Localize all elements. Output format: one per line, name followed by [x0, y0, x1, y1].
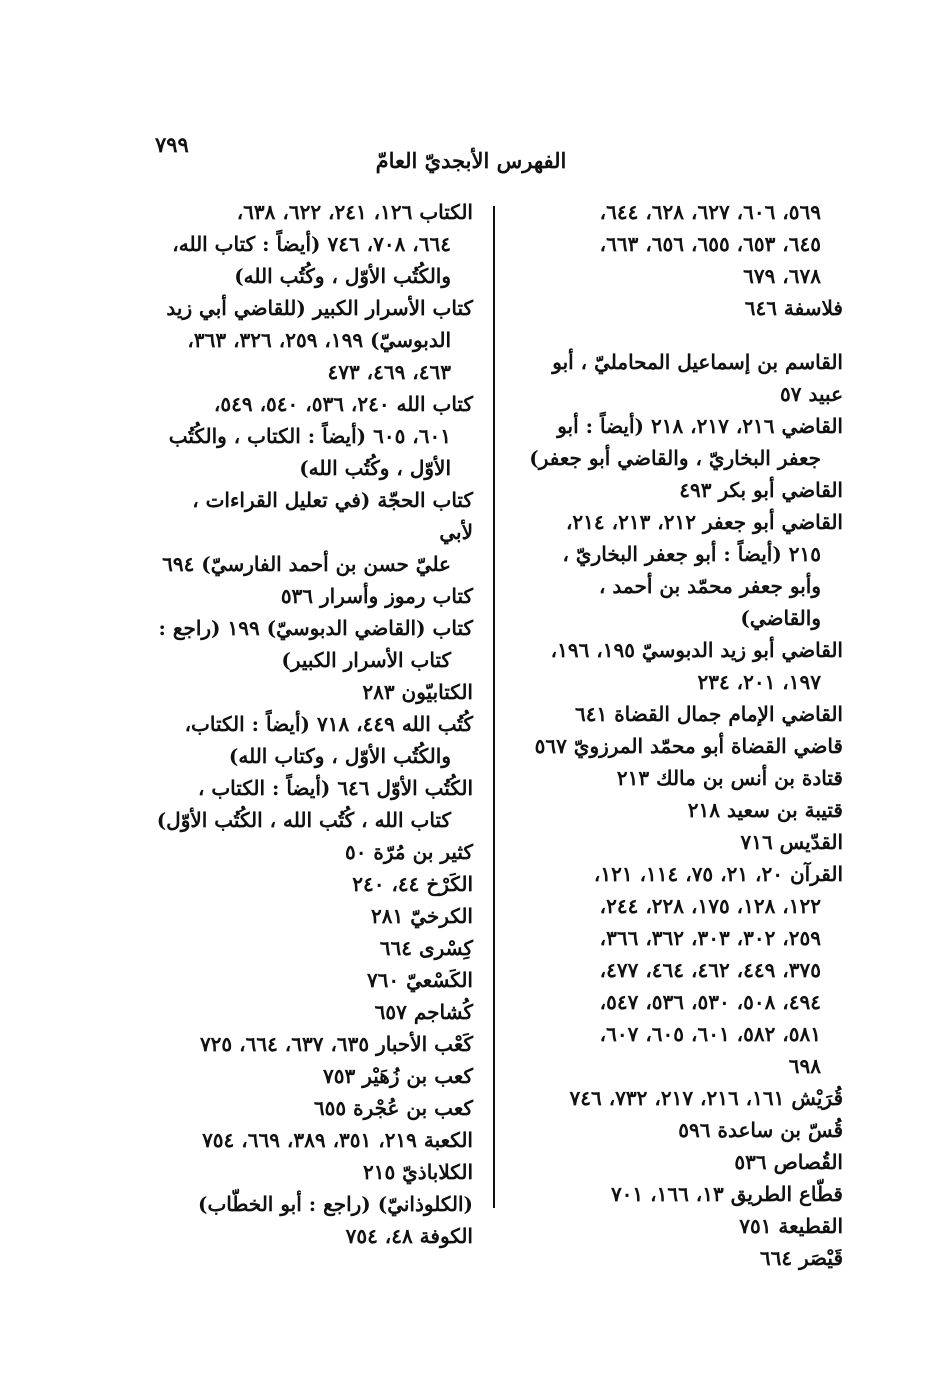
index-entry: قُرَيْش ١٦١، ٢١٦، ٢١٧، ٧٣٢، ٧٤٦ [569, 1086, 843, 1110]
index-entry-continuation: الدبوسيّ) ١٩٩، ٢٥٩، ٣٢٦، ٣٦٣، [187, 328, 451, 352]
index-entry: كِسْرى ٦٦٤ [379, 936, 473, 960]
index-entry-continuation: ٦٠١، ٦٠٥ (أيضاً : الكتاب ، والكُتُب [168, 424, 451, 448]
index-entry: كتاب (القاضي الدبوسيّ) ١٩٩ (راجع : [158, 616, 473, 640]
index-entry: (الكلوذانيّ) (راجع : أبو الخطّاب) [198, 1192, 473, 1216]
index-entry: القاضي الإمام جمال القضاة ٦٤١ [575, 702, 843, 726]
index-entry-continuation: ٦٦٤، ٧٠٨، ٧٤٦ (أيضاً : كتاب الله، [172, 232, 451, 256]
index-column-right [523, 196, 843, 1274]
index-entry-continuation: ٢٥٩، ٣٠٢، ٣٠٣، ٣٦٢، ٣٦٦، [599, 926, 821, 950]
index-entry: كتاب رموز وأسرار ٥٣٦ [280, 584, 473, 608]
index-entry-continuation: والكُتُب الأوّل ، وكتاب الله) [228, 744, 451, 768]
index-entry-continuation: ٥٦٩، ٦٠٦، ٦٢٧، ٦٢٨، ٦٤٤، [599, 200, 821, 224]
index-entry-continuation: ١٩٧، ٢٠١، ٢٣٤ [697, 670, 821, 694]
index-entry: كعب بن عُجْرة ٦٥٥ [313, 1096, 473, 1120]
index-entry: كثير بن مُرّة ٥٠ [344, 840, 473, 864]
index-entry: الكرخيّ ٢٨١ [371, 904, 473, 928]
index-entry: كُتُب الله ٤٤٩، ٧١٨ (أيضاً : الكتاب، [184, 712, 473, 736]
index-entry: القدّيس ٧١٦ [740, 830, 843, 854]
index-entry-continuation: كتاب الأسرار الكبير) [281, 648, 451, 672]
index-entry: القاسم بن إسماعيل المحامليّ ، أبو عبيد ٥٧ [552, 350, 843, 406]
index-entry-continuation: ١٢٢، ١٢٨، ١٧٥، ٢٢٨، ٢٤٤، [599, 894, 821, 918]
index-entry-continuation: والكُتُب الأوّل ، وكُتُب الله) [234, 264, 451, 288]
index-entry-continuation: ٢١٥ (أيضاً : أبو جعفر البخاريّ ، [562, 542, 821, 566]
index-entry-continuation: كتاب الله ، كُتُب الله ، الكُتُب الأوّل) [156, 808, 451, 832]
index-entry: قَيْصَر ٦٦٤ [759, 1246, 843, 1270]
index-entry-continuation: ٦٩٨ [788, 1054, 821, 1078]
index-entry: الكلاباذيّ ٢١٥ [362, 1160, 473, 1184]
index-entry: كتاب الأسرار الكبير (للقاضي أبي زيد [166, 296, 473, 320]
index-entry: الكَرْخ ٤٤، ٢٤٠ [352, 872, 473, 896]
index-entry: الكُتُب الأوّل ٦٤٦ (أيضاً : الكتاب ، [197, 776, 473, 800]
index-entry: كعب بن زُهَيْر ٧٥٣ [323, 1064, 473, 1088]
index-entry: القاضي أبو زيد الدبوسيّ ١٩٥، ١٩٦، [550, 638, 843, 662]
index-entry: القاضي أبو جعفر ٢١٢، ٢١٣، ٢١٤، [565, 510, 843, 534]
index-entry-continuation: جعفر البخاريّ ، والقاضي أبو جعفر) [529, 446, 821, 470]
index-entry-continuation: ٥٨١، ٥٨٢، ٦٠١، ٦٠٥، ٦٠٧، [599, 1022, 821, 1046]
index-entry: الكتابيّون ٢٨٣ [362, 680, 473, 704]
index-entry: قُسّ بن ساعدة ٥٩٦ [678, 1118, 843, 1142]
index-entry-continuation: ٣٧٥، ٤٤٩، ٤٦٢، ٤٦٤، ٤٧٧، [599, 958, 821, 982]
index-entry: الكوفة ٤٨، ٧٥٤ [345, 1224, 473, 1248]
index-entry-continuation: ٤٩٤، ٥٠٨، ٥٣٠، ٥٣٦، ٥٤٧، [599, 990, 821, 1014]
page-number: ٧٩٩ [155, 132, 189, 157]
index-entry: فلاسفة ٦٤٦ [744, 296, 843, 320]
index-entry: الكعبة ٢١٩، ٣٥١، ٣٨٩، ٦٦٩، ٧٥٤ [202, 1128, 473, 1152]
index-entry: الكتاب ١٢٦، ٢٤١، ٦٢٢، ٦٣٨، [236, 200, 473, 224]
running-title: الفهرس الأبجديّ العامّ [375, 148, 567, 173]
index-entry: قطّاع الطريق ١٣، ١٦٦، ٧٠١ [610, 1182, 843, 1206]
index-entry-continuation: عليّ حسن بن أحمد الفارسيّ) ٦٩٤ [162, 552, 451, 576]
index-entry: قتادة بن أنس بن مالك ٢١٣ [616, 766, 843, 790]
index-entry-continuation: ٦٧٨، ٦٧٩ [743, 264, 821, 288]
index-entry: القرآن ٢٠، ٢١، ٧٥، ١١٤، ١٢١، [593, 862, 843, 886]
index-entry-continuation: وأبو جعفر محمّد بن أحمد ، والقاضي) [598, 574, 821, 630]
index-entry-continuation: الأوّل ، وكُتُب الله) [299, 456, 451, 480]
index-entry: القُصاص ٥٣٦ [734, 1150, 843, 1174]
index-entry: القاضي ٢١٦، ٢١٧، ٢١٨ (أيضاً : أبو [557, 414, 843, 438]
index-entry: كتاب الله ٢٤٠، ٥٣٦، ٥٤٠، ٥٤٩، [213, 392, 473, 416]
index-entry: الكَسْعيّ ٧٦٠ [366, 968, 473, 992]
index-entry: كتاب الحجّة (في تعليل القراءات ، لأبي [192, 488, 473, 544]
index-entry: القطيعة ٧٥١ [739, 1214, 843, 1238]
index-entry: القاضي أبو بكر ٤٩٣ [679, 478, 843, 502]
column-divider [493, 206, 495, 1208]
index-entry: قاضي القضاة أبو محمّد المرزويّ ٥٦٧ [534, 734, 843, 758]
index-entry-continuation: ٤٦٣، ٤٦٩، ٤٧٣ [327, 360, 451, 384]
index-entry: قتيبة بن سعيد ٢١٨ [687, 798, 843, 822]
index-column-left [153, 196, 473, 1252]
index-entry: كَعْب الأحبار ٦٣٥، ٦٣٧، ٦٦٤، ٧٢٥ [199, 1032, 473, 1056]
index-entry: كُشاجم ٦٥٧ [374, 1000, 473, 1024]
index-entry-continuation: ٦٤٥، ٦٥٣، ٦٥٥، ٦٥٦، ٦٦٣، [599, 232, 821, 256]
